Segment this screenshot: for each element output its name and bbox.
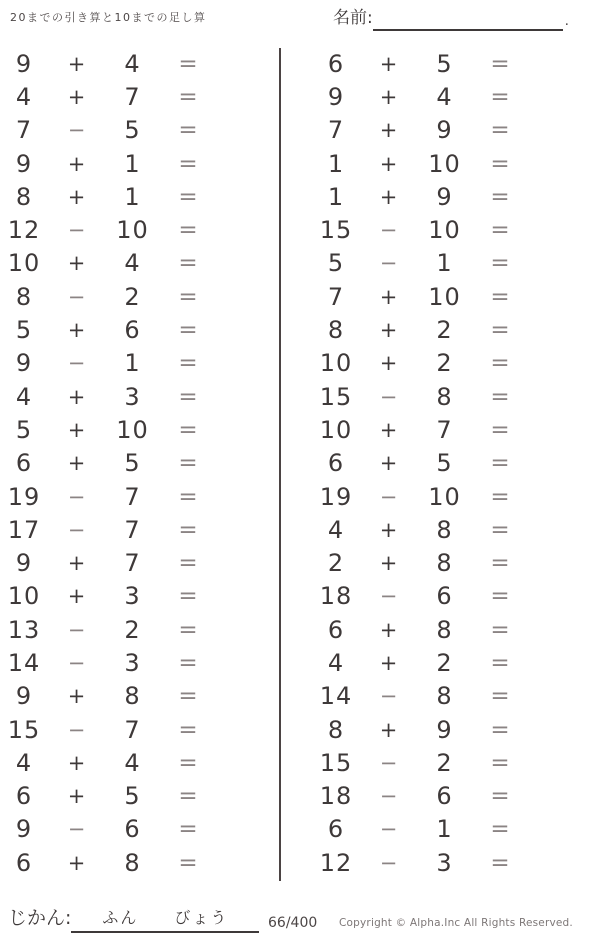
problem-row [312, 447, 542, 480]
equals-sign: = [490, 516, 510, 543]
operand-b: 7 [124, 549, 141, 578]
equals-sign: = [178, 383, 198, 410]
operator: + [379, 151, 398, 176]
operand-a: 9 [15, 682, 33, 711]
time-field-area [8, 903, 259, 933]
operator: + [379, 318, 398, 343]
problem-row [312, 746, 542, 779]
equals-sign: = [490, 50, 510, 77]
problem-row [312, 413, 542, 446]
equals-sign: = [490, 250, 510, 277]
operand-a: 18 [319, 582, 353, 611]
operand-b: 8 [436, 382, 453, 411]
operator: + [379, 184, 398, 209]
operand-b: 8 [124, 848, 141, 877]
operand-b: 1 [436, 249, 453, 278]
equals-sign: = [490, 183, 510, 210]
name-label: 名前: [333, 8, 373, 28]
problem-row [0, 180, 230, 213]
equals-sign: = [490, 283, 510, 310]
operand-a: 15 [319, 748, 353, 777]
problem-row [0, 347, 230, 380]
equals-sign: = [490, 350, 510, 377]
problem-row [0, 114, 230, 147]
problem-row [312, 713, 542, 746]
operator: + [379, 717, 398, 742]
problem-row [0, 746, 230, 779]
operand-b: 7 [124, 515, 141, 544]
operand-a: 6 [15, 449, 33, 478]
operand-a: 6 [327, 449, 345, 478]
operand-b: 7 [124, 715, 141, 744]
operator: + [67, 850, 86, 875]
problem-row [0, 680, 230, 713]
equals-sign: = [178, 550, 198, 577]
operator: + [67, 84, 86, 109]
operand-a: 4 [15, 382, 33, 411]
operator: + [67, 151, 86, 176]
operand-a: 8 [327, 715, 345, 744]
equals-sign: = [178, 649, 198, 676]
equals-sign: = [178, 583, 198, 610]
operand-a: 17 [7, 515, 41, 544]
name-write-line [373, 5, 563, 31]
equals-sign: = [490, 150, 510, 177]
problem-row [0, 280, 230, 313]
equals-sign: = [178, 50, 198, 77]
equals-sign: = [490, 816, 510, 843]
equals-sign: = [178, 317, 198, 344]
operand-a: 9 [327, 82, 345, 111]
operand-b: 2 [436, 316, 453, 345]
equals-sign: = [178, 816, 198, 843]
operator: + [379, 451, 398, 476]
problem-row [0, 447, 230, 480]
problem-row [0, 713, 230, 746]
problem-row [312, 47, 542, 80]
worksheet-title: 20までの引き算と10までの足し算 [10, 11, 207, 24]
operator: + [379, 284, 398, 309]
name-line-period: . [564, 14, 569, 29]
operand-b: 2 [124, 282, 141, 311]
operand-a: 14 [319, 682, 353, 711]
operand-b: 10 [428, 482, 461, 511]
operand-b: 10 [428, 149, 461, 178]
operator: − [67, 218, 86, 243]
operand-a: 9 [15, 149, 33, 178]
operand-b: 3 [124, 382, 141, 411]
operand-a: 4 [15, 82, 33, 111]
operand-a: 8 [15, 282, 33, 311]
operator: + [67, 551, 86, 576]
equals-sign: = [178, 183, 198, 210]
operand-b: 3 [436, 848, 453, 877]
operand-a: 6 [327, 49, 345, 78]
equals-sign: = [178, 450, 198, 477]
equals-sign: = [178, 83, 198, 110]
operator: + [67, 784, 86, 809]
operand-a: 6 [15, 848, 33, 877]
operator: − [67, 817, 86, 842]
problem-row [0, 646, 230, 679]
operand-b: 7 [436, 415, 453, 444]
equals-sign: = [178, 217, 198, 244]
problem-row [312, 114, 542, 147]
operator: + [379, 417, 398, 442]
equals-sign: = [178, 350, 198, 377]
operator: − [67, 717, 86, 742]
operator: + [67, 184, 86, 209]
problem-row [0, 147, 230, 180]
operand-b: 1 [124, 149, 141, 178]
operand-a: 6 [327, 815, 345, 844]
operand-a: 18 [319, 782, 353, 811]
equals-sign: = [490, 649, 510, 676]
operator: − [379, 817, 398, 842]
operand-a: 12 [319, 848, 353, 877]
operator: − [379, 850, 398, 875]
problem-row [0, 846, 230, 879]
equals-sign: = [178, 150, 198, 177]
operator: − [379, 684, 398, 709]
operand-b: 10 [116, 415, 149, 444]
operator: − [379, 484, 398, 509]
operator: + [379, 650, 398, 675]
operator: + [67, 684, 86, 709]
equals-sign: = [178, 716, 198, 743]
operand-b: 5 [124, 449, 141, 478]
operand-b: 3 [124, 648, 141, 677]
operator: + [67, 384, 86, 409]
problem-row [0, 380, 230, 413]
problem-row [0, 580, 230, 613]
operator: + [379, 351, 398, 376]
operand-a: 1 [327, 182, 345, 211]
operand-a: 12 [7, 216, 41, 245]
problem-row [312, 846, 542, 879]
name-field-area [333, 5, 569, 31]
equals-sign: = [178, 250, 198, 277]
operand-b: 4 [124, 748, 141, 777]
operand-a: 7 [327, 282, 345, 311]
equals-sign: = [490, 450, 510, 477]
operand-a: 4 [327, 648, 345, 677]
operator: − [67, 517, 86, 542]
problem-row [312, 580, 542, 613]
problems-column-right [312, 47, 542, 879]
problem-row [0, 813, 230, 846]
problem-row [312, 380, 542, 413]
operand-b: 8 [436, 515, 453, 544]
problem-row [312, 180, 542, 213]
problem-row [0, 213, 230, 246]
problem-row [0, 613, 230, 646]
column-divider-line [279, 48, 281, 881]
equals-sign: = [490, 416, 510, 443]
operand-a: 10 [319, 349, 353, 378]
operand-a: 5 [15, 415, 33, 444]
operand-b: 6 [124, 316, 141, 345]
operator: + [379, 51, 398, 76]
equals-sign: = [490, 783, 510, 810]
operand-b: 5 [124, 116, 141, 145]
problem-row [312, 347, 542, 380]
operator: + [379, 551, 398, 576]
page-number: 66/400 [268, 915, 318, 931]
operator: − [67, 617, 86, 642]
equals-sign: = [490, 683, 510, 710]
problem-row [0, 313, 230, 346]
operator: − [67, 284, 86, 309]
problem-row [0, 480, 230, 513]
operator: − [67, 484, 86, 509]
problem-row [0, 247, 230, 280]
equals-sign: = [490, 383, 510, 410]
operator: + [379, 118, 398, 143]
operator: − [379, 584, 398, 609]
operand-b: 2 [436, 349, 453, 378]
operand-b: 5 [124, 782, 141, 811]
problem-row [0, 780, 230, 813]
operand-b: 6 [124, 815, 141, 844]
operand-a: 9 [15, 49, 33, 78]
operand-a: 15 [319, 216, 353, 245]
problem-row [312, 813, 542, 846]
operator: + [379, 617, 398, 642]
problem-row [0, 513, 230, 546]
operand-a: 2 [327, 549, 345, 578]
operand-a: 15 [7, 715, 41, 744]
equals-sign: = [490, 849, 510, 876]
operator: + [379, 84, 398, 109]
operator: + [67, 251, 86, 276]
equals-sign: = [490, 716, 510, 743]
operand-b: 4 [436, 82, 453, 111]
operator: + [67, 417, 86, 442]
operand-b: 8 [436, 549, 453, 578]
problem-row [312, 513, 542, 546]
operand-a: 6 [327, 615, 345, 644]
operand-a: 14 [7, 648, 41, 677]
equals-sign: = [490, 317, 510, 344]
operand-b: 8 [436, 682, 453, 711]
operand-a: 5 [15, 316, 33, 345]
operand-b: 4 [124, 249, 141, 278]
equals-sign: = [490, 550, 510, 577]
operand-a: 9 [15, 549, 33, 578]
operand-b: 4 [124, 49, 141, 78]
problem-row [312, 646, 542, 679]
problem-row [312, 80, 542, 113]
equals-sign: = [178, 516, 198, 543]
problems-column-left [0, 47, 230, 879]
operand-b: 2 [436, 648, 453, 677]
problem-row [312, 613, 542, 646]
problem-row [312, 680, 542, 713]
operand-a: 8 [327, 316, 345, 345]
operand-a: 10 [7, 249, 41, 278]
operand-a: 9 [15, 815, 33, 844]
equals-sign: = [178, 749, 198, 776]
operand-b: 6 [436, 582, 453, 611]
operand-b: 8 [436, 615, 453, 644]
problem-row [312, 280, 542, 313]
equals-sign: = [178, 616, 198, 643]
operator: + [67, 451, 86, 476]
operand-b: 9 [436, 182, 453, 211]
operand-b: 9 [436, 715, 453, 744]
operator: − [67, 351, 86, 376]
operand-a: 9 [15, 349, 33, 378]
operand-b: 1 [436, 815, 453, 844]
problem-row [312, 213, 542, 246]
copyright-text: Copyright © Alpha.Inc All Rights Reserved. [339, 917, 573, 929]
equals-sign: = [490, 616, 510, 643]
operand-b: 10 [428, 216, 461, 245]
operand-b: 5 [436, 449, 453, 478]
equals-sign: = [490, 749, 510, 776]
operator: + [67, 51, 86, 76]
problem-row [312, 313, 542, 346]
operand-a: 10 [7, 582, 41, 611]
operator: − [379, 784, 398, 809]
operand-b: 7 [124, 482, 141, 511]
problem-row [312, 147, 542, 180]
equals-sign: = [490, 483, 510, 510]
operand-a: 4 [15, 748, 33, 777]
operator: − [379, 750, 398, 775]
equals-sign: = [178, 783, 198, 810]
operand-a: 8 [15, 182, 33, 211]
operand-b: 8 [124, 682, 141, 711]
operand-b: 2 [436, 748, 453, 777]
operator: + [67, 318, 86, 343]
equals-sign: = [178, 117, 198, 144]
equals-sign: = [490, 583, 510, 610]
problem-row [312, 480, 542, 513]
operand-a: 15 [319, 382, 353, 411]
operand-a: 4 [327, 515, 345, 544]
operand-b: 1 [124, 182, 141, 211]
operand-b: 6 [436, 782, 453, 811]
operand-a: 5 [327, 249, 345, 278]
operator: − [67, 650, 86, 675]
operand-b: 10 [116, 216, 149, 245]
operator: − [67, 118, 86, 143]
operand-a: 7 [327, 116, 345, 145]
operator: − [379, 384, 398, 409]
equals-sign: = [490, 117, 510, 144]
operand-b: 9 [436, 116, 453, 145]
operand-a: 13 [7, 615, 41, 644]
equals-sign: = [178, 416, 198, 443]
operand-b: 1 [124, 349, 141, 378]
time-label: じかん: [8, 907, 72, 929]
problem-row [312, 546, 542, 579]
operand-a: 1 [327, 149, 345, 178]
operand-a: 6 [15, 782, 33, 811]
operator: + [67, 584, 86, 609]
operand-a: 10 [319, 415, 353, 444]
problem-row [0, 47, 230, 80]
operator: + [67, 750, 86, 775]
operand-a: 19 [7, 482, 41, 511]
equals-sign: = [490, 217, 510, 244]
operand-b: 3 [124, 582, 141, 611]
problem-row [312, 780, 542, 813]
operand-b: 10 [428, 282, 461, 311]
time-write-line: ふん びょう [71, 903, 259, 933]
operand-a: 19 [319, 482, 353, 511]
operand-b: 5 [436, 49, 453, 78]
equals-sign: = [178, 483, 198, 510]
problem-row [0, 413, 230, 446]
operator: − [379, 218, 398, 243]
operand-b: 2 [124, 615, 141, 644]
problem-row [0, 546, 230, 579]
operand-a: 7 [15, 116, 33, 145]
equals-sign: = [178, 283, 198, 310]
equals-sign: = [178, 849, 198, 876]
operator: + [379, 517, 398, 542]
equals-sign: = [178, 683, 198, 710]
operand-b: 7 [124, 82, 141, 111]
operator: − [379, 251, 398, 276]
problem-row [0, 80, 230, 113]
problem-row [312, 247, 542, 280]
equals-sign: = [490, 83, 510, 110]
